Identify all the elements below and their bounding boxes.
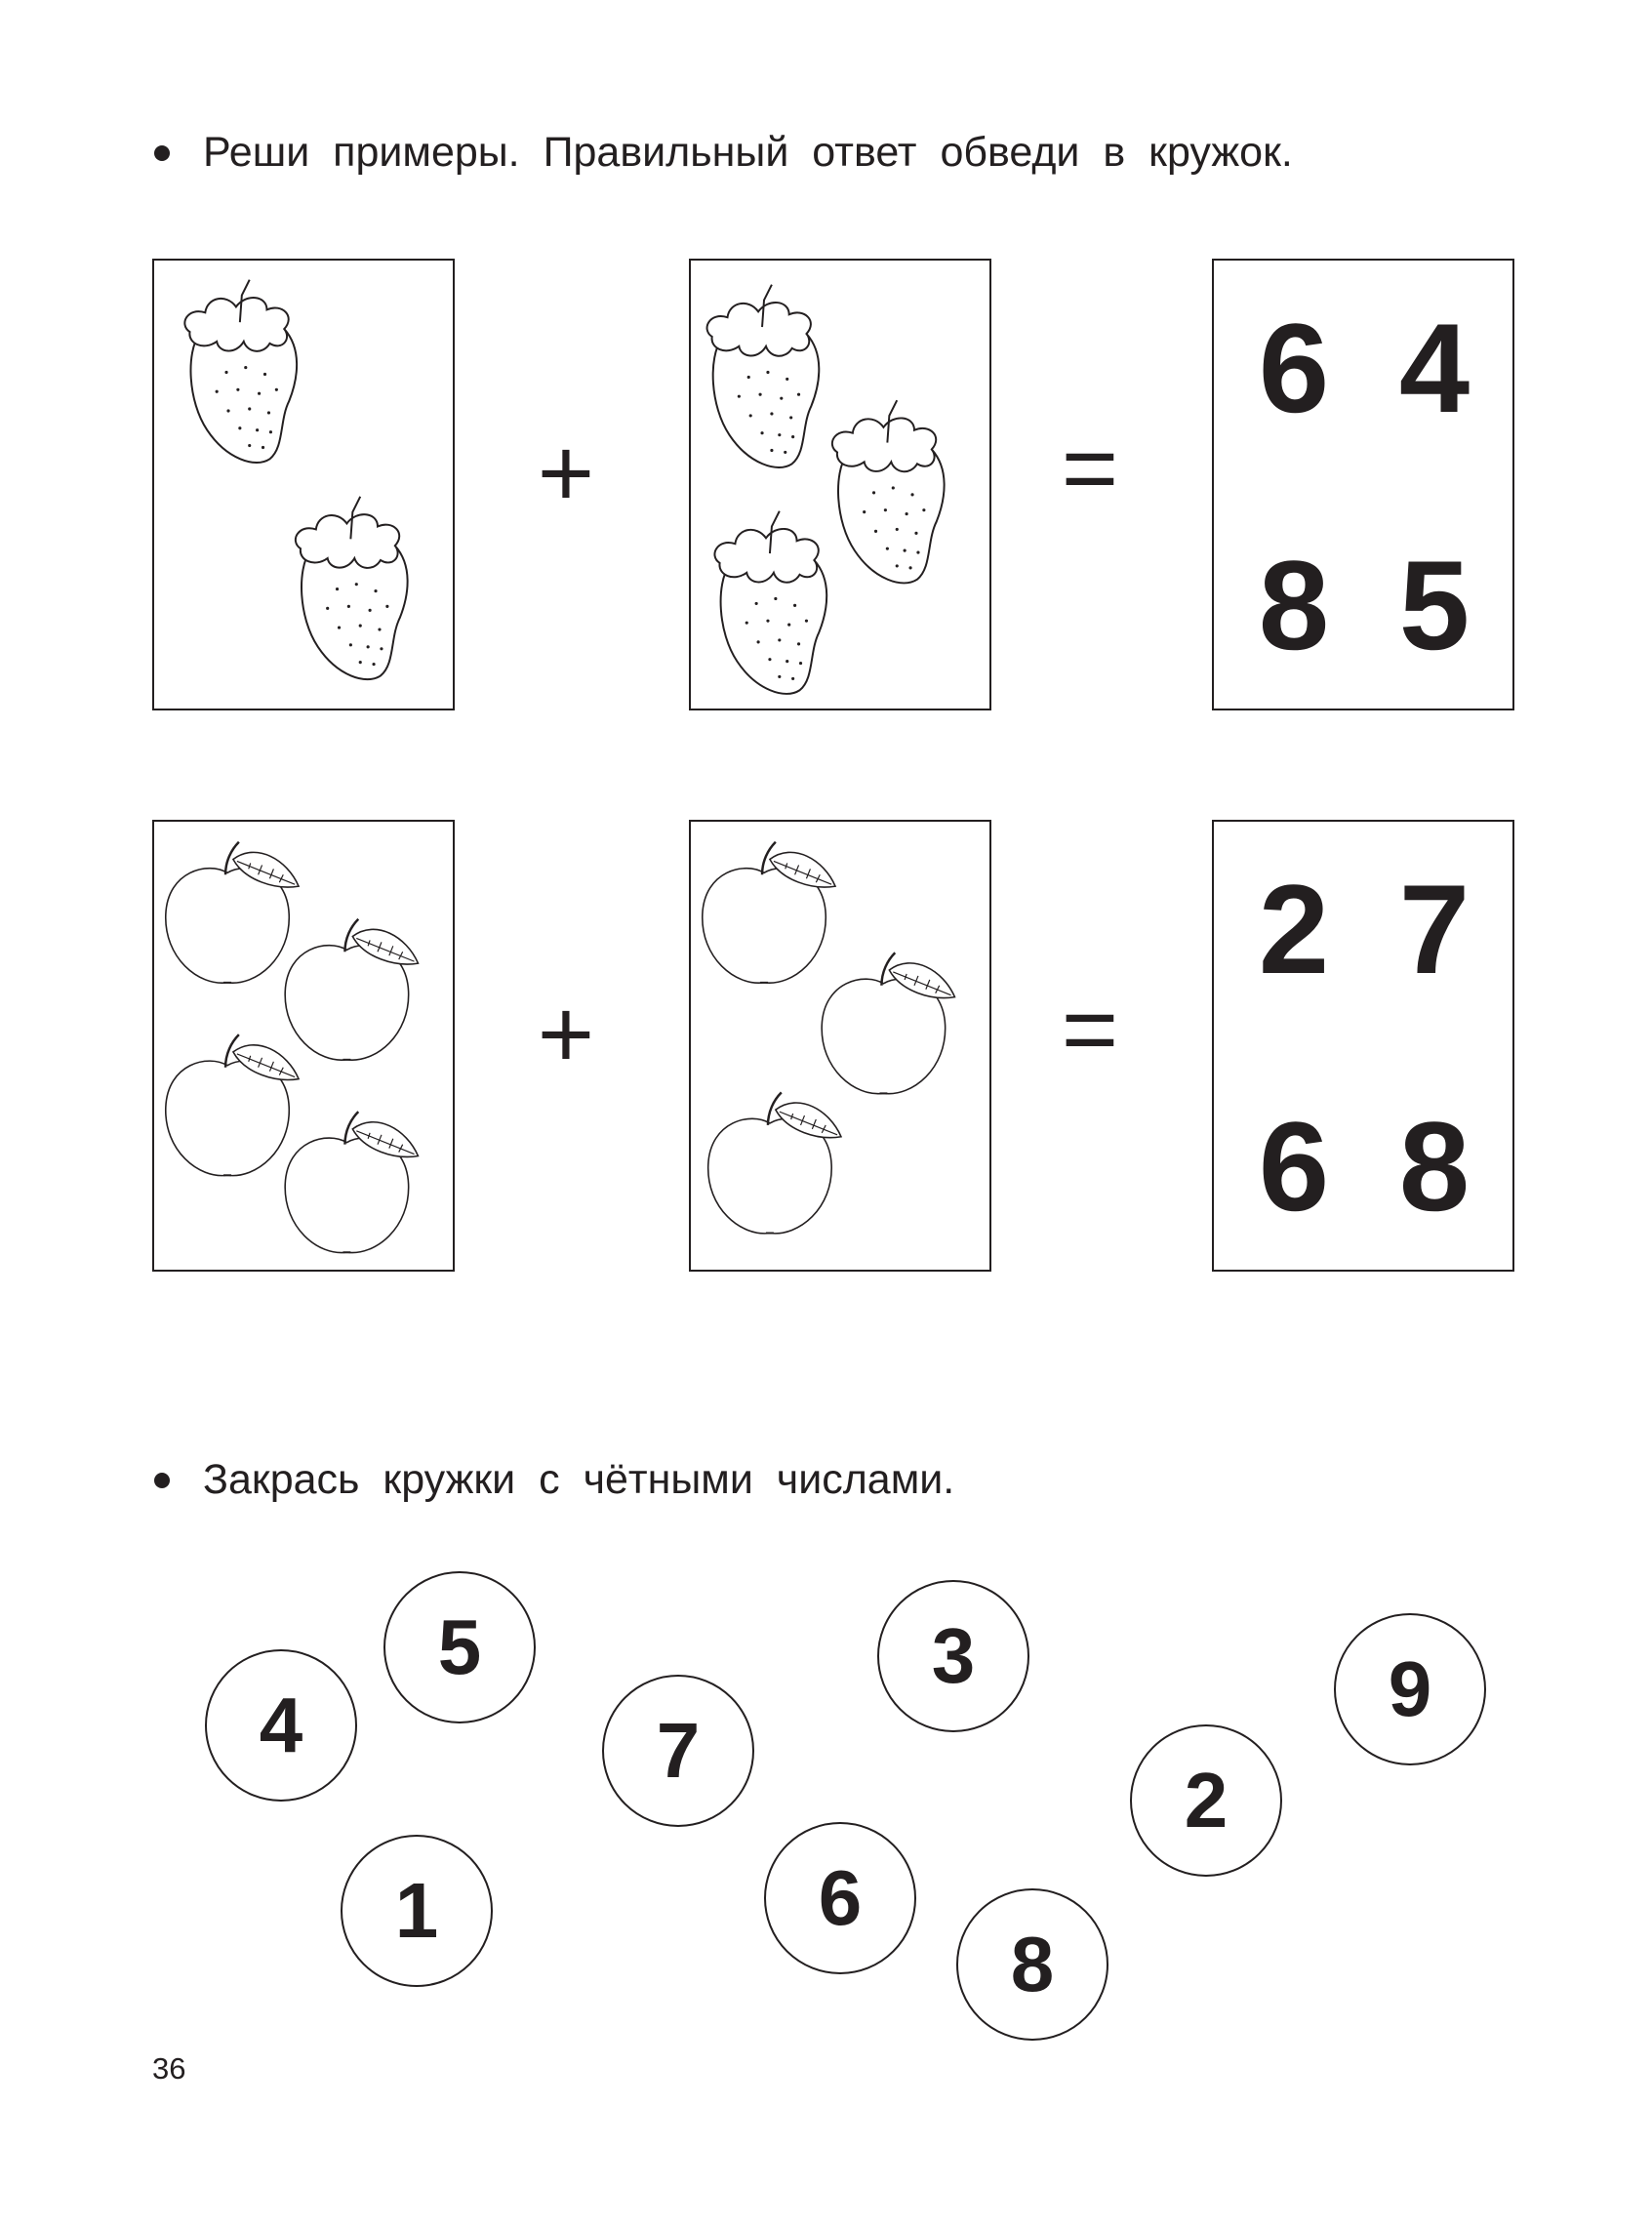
plus-sign: +	[537, 419, 595, 528]
strawberries-icon	[691, 261, 989, 709]
number-circle[interactable]: 5	[383, 1571, 536, 1723]
strawberries-icon	[154, 261, 453, 709]
answer-option[interactable]: 4	[1398, 297, 1471, 439]
bullet-icon	[154, 1473, 170, 1488]
page-number: 36	[152, 2051, 186, 2086]
equals-sign: =	[1061, 975, 1119, 1084]
picture-box-3-apples	[689, 820, 991, 1272]
apples-icon	[691, 822, 989, 1270]
number-circle[interactable]: 1	[341, 1835, 493, 1987]
answer-option[interactable]: 8	[1398, 1095, 1471, 1237]
apples-icon	[154, 822, 453, 1270]
task1-instruction-text: Реши примеры. Правильный ответ обведи в кружок.	[203, 129, 1293, 176]
task2-instruction-text: Закрась кружки с чётными числами.	[203, 1456, 955, 1503]
number-circle[interactable]: 6	[764, 1822, 916, 1974]
number-circle[interactable]: 7	[602, 1675, 754, 1827]
task2-instruction	[154, 1456, 954, 1504]
number-circle[interactable]: 8	[956, 1888, 1108, 2041]
number-circle[interactable]: 3	[877, 1580, 1029, 1732]
number-circle[interactable]: 2	[1130, 1724, 1282, 1877]
bullet-icon	[154, 145, 170, 161]
answer-box-2	[1212, 820, 1514, 1272]
answer-option[interactable]: 8	[1258, 534, 1330, 676]
number-circle[interactable]: 9	[1334, 1613, 1486, 1765]
picture-box-4-apples	[152, 820, 455, 1272]
answer-option[interactable]: 2	[1258, 858, 1330, 1000]
picture-box-2-strawberries	[152, 259, 455, 710]
answer-option[interactable]: 6	[1258, 1095, 1330, 1237]
plus-sign: +	[537, 980, 595, 1089]
number-circle[interactable]: 4	[205, 1649, 357, 1802]
answer-box-1	[1212, 259, 1514, 710]
task1-instruction	[154, 129, 1293, 177]
picture-box-3-strawberries	[689, 259, 991, 710]
equals-sign: =	[1061, 414, 1119, 523]
answer-option[interactable]: 7	[1398, 858, 1471, 1000]
answer-option[interactable]: 6	[1258, 297, 1330, 439]
answer-option[interactable]: 5	[1398, 534, 1471, 676]
